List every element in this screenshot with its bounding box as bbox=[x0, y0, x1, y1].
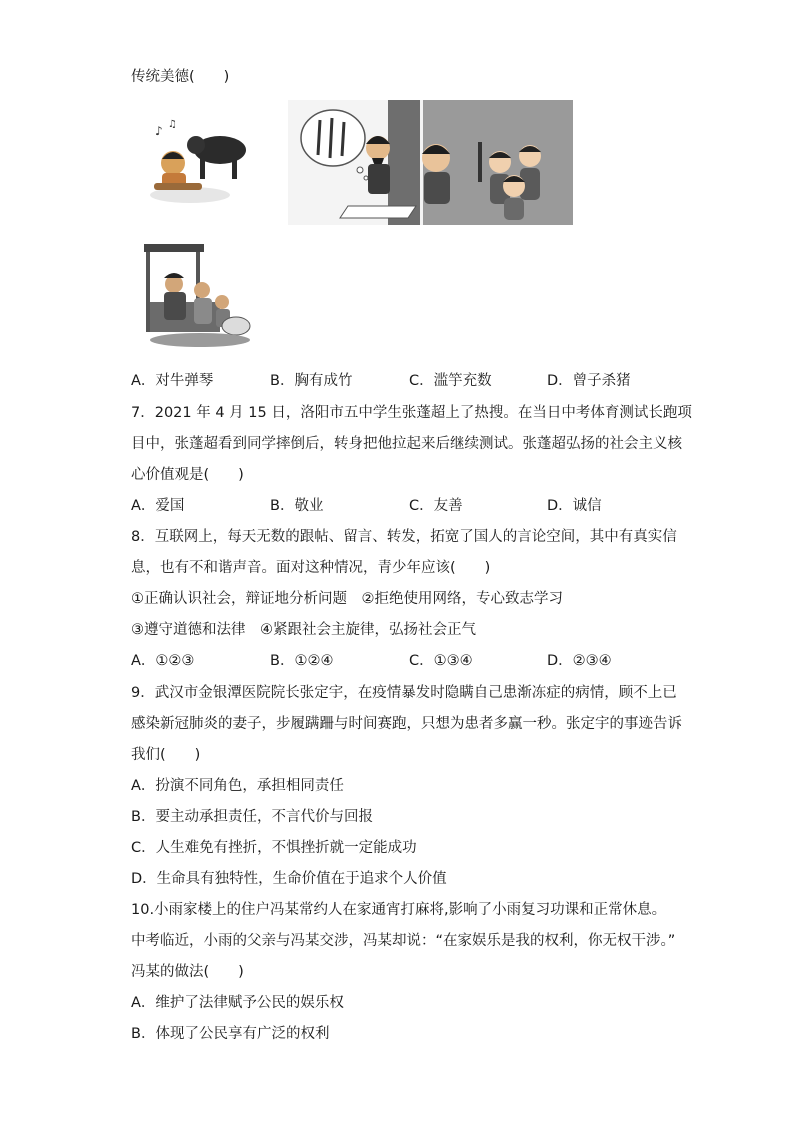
q9-line-2: 感染新冠肺炎的妻子，步履蹒跚与时间赛跑，只想为患者多赢一秒。张定宇的事迹告诉 bbox=[131, 716, 682, 732]
q6-stem-tail: 传统美德( ) bbox=[131, 69, 230, 85]
q10-line-1: 10.小雨家楼上的住户冯某常约人在家通宵打麻将,影响了小雨复习功课和正常休息。 bbox=[131, 902, 667, 918]
q9-line-1: 9．武汉市金银潭医院院长张定宇，在疫情暴发时隐瞒自己患渐冻症的病情，顾不上已 bbox=[131, 685, 677, 701]
svg-text:♫: ♫ bbox=[168, 119, 177, 130]
q6-option-d: D．曾子杀猪 bbox=[547, 373, 631, 389]
q6-option-c: C．滥竽充数 bbox=[409, 373, 492, 389]
q6-option-b: B．胸有成竹 bbox=[270, 373, 353, 389]
q8-option-b: B．①②④ bbox=[270, 653, 334, 669]
artist-and-students-illustration bbox=[288, 100, 573, 225]
q9-option-d: D．生命具有独特性，生命价值在于追求个人价值 bbox=[131, 871, 447, 887]
q8-option-c: C．①③④ bbox=[409, 653, 473, 669]
cow-and-zither-illustration bbox=[140, 115, 255, 210]
q9-option-c: C．人生难免有挫折，不惧挫折就一定能成功 bbox=[131, 840, 417, 856]
svg-text:♪: ♪ bbox=[155, 124, 163, 138]
q9-option-b: B．要主动承担责任，不言代价与回报 bbox=[131, 809, 373, 825]
q9-option-a: A．扮演不同角色，承担相同责任 bbox=[131, 778, 344, 794]
q10-option-a: A．维护了法律赋予公民的娱乐权 bbox=[131, 995, 344, 1011]
q8-line-2: 息，也有不和谐声音。面对这种情况，青少年应该( ) bbox=[131, 560, 491, 576]
q8-statements-1: ①正确认识社会，辩证地分析问题 ②拒绝使用网络，专心致志学习 bbox=[131, 591, 563, 607]
q10-line-3: 冯某的做法( ) bbox=[131, 964, 244, 980]
q7-option-c: C．友善 bbox=[409, 498, 463, 514]
q8-statements-2: ③遵守道德和法律 ④紧跟社会主旋律，弘扬社会正气 bbox=[131, 622, 476, 638]
q8-option-d: D．②③④ bbox=[547, 653, 612, 669]
zengzi-family-illustration bbox=[140, 242, 255, 352]
q7-line-3: 心价值观是( ) bbox=[131, 467, 244, 483]
q8-option-a: A．①②③ bbox=[131, 653, 195, 669]
q6-option-a: A．对牛弹琴 bbox=[131, 373, 214, 389]
q8-line-1: 8．互联网上，每天无数的跟帖、留言、转发，拓宽了国人的言论空间，其中有真实信 bbox=[131, 529, 677, 545]
q9-line-3: 我们( ) bbox=[131, 747, 201, 763]
q7-option-d: D．诚信 bbox=[547, 498, 602, 514]
q7-line-2: 目中，张蓬超看到同学摔倒后，转身把他拉起来后继续测试。张蓬超弘扬的社会主义核 bbox=[131, 436, 682, 452]
q10-line-2: 中考临近，小雨的父亲与冯某交涉，冯某却说：“在家娱乐是我的权利，你无权干涉。” bbox=[131, 933, 676, 949]
q7-option-a: A．爱国 bbox=[131, 498, 185, 514]
q10-option-b: B．体现了公民享有广泛的权利 bbox=[131, 1026, 330, 1042]
q7-line-1: 7．2021 年 4 月 15 日，洛阳市五中学生张蓬超上了热搜。在当日中考体育测试长跑项 bbox=[131, 405, 692, 421]
q7-option-b: B．敬业 bbox=[270, 498, 324, 514]
